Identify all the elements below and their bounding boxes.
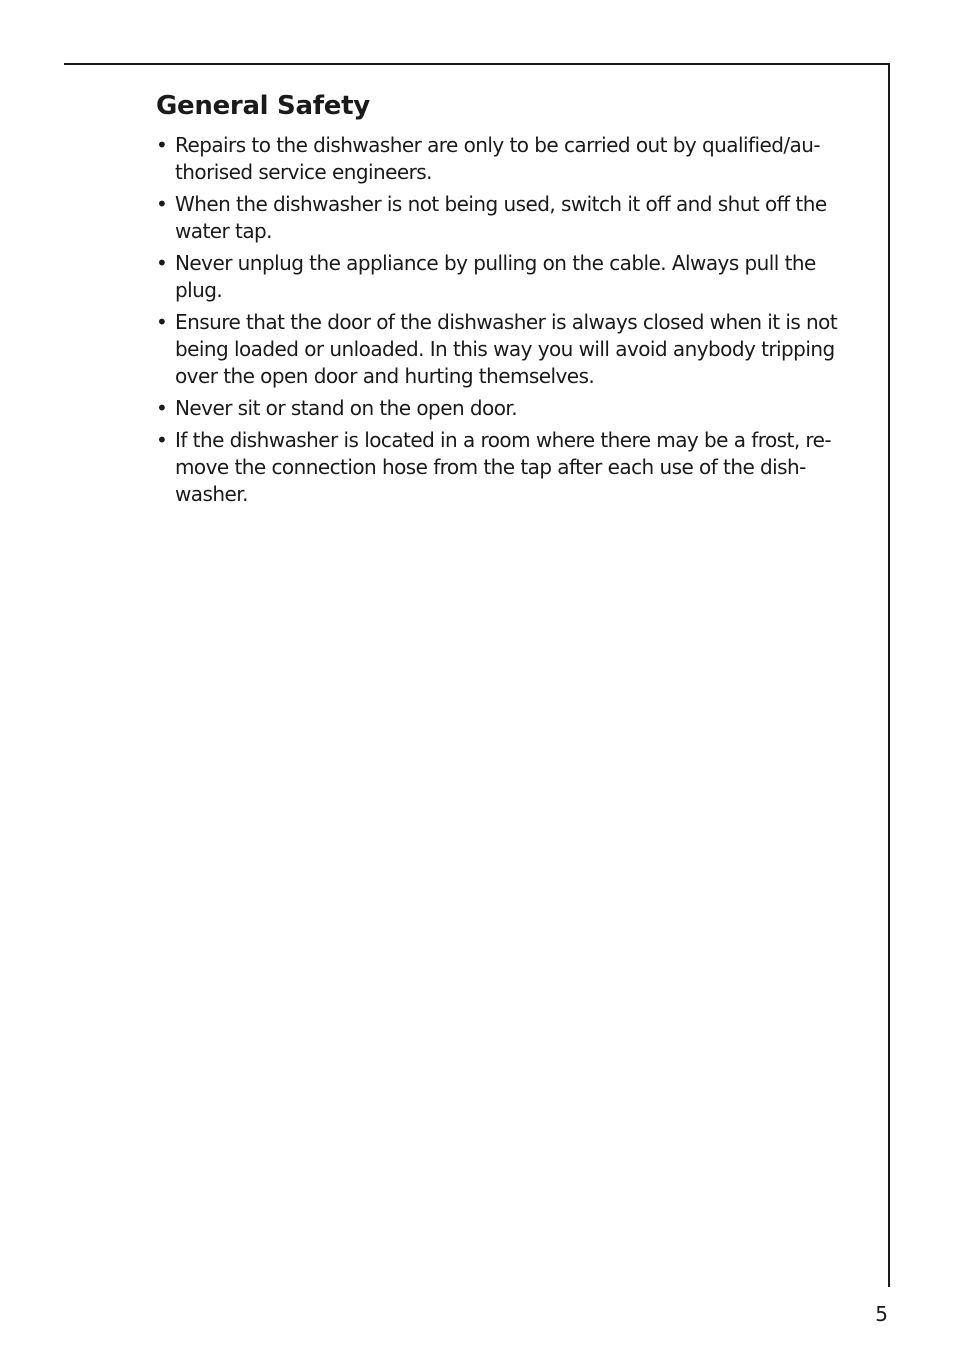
section-title: General Safety [156,91,370,121]
list-item-text: Never sit or stand on the open door. [175,396,518,420]
list-item-text: Repairs to the dishwasher are only to be carried out by qualified/au-thorised service engineers. [175,133,821,184]
page-number: 5 [875,1302,888,1326]
bullet-icon: • [156,192,168,216]
list-item-text: Never unplug the appliance by pulling on the cable. Always pull the plug. [175,251,816,302]
safety-list [156,132,868,508]
bullet-icon: • [156,310,168,334]
list-item [156,395,868,422]
bullet-icon: • [156,251,168,275]
list-item-text: Ensure that the door of the dishwasher is always closed when it is not being loaded or unloaded. In this way you will avoid anybody tripping over the open door and hurting themselves. [175,310,838,388]
bullet-icon: • [156,133,168,157]
list-item [156,191,868,245]
list-item-text: When the dishwasher is not being used, switch it off and shut off the water tap. [175,192,827,243]
list-item [156,250,868,304]
list-item [156,132,868,186]
list-item [156,309,868,390]
bullet-icon: • [156,428,168,452]
general-safety-section [156,88,868,513]
list-item [156,427,868,508]
side-rule [888,63,890,1287]
bullet-icon: • [156,396,168,420]
list-item-text: If the dishwasher is located in a room where there may be a frost, re-move the connection hose from the tap after each use of the dish-washer. [175,428,832,506]
top-rule [64,63,890,65]
